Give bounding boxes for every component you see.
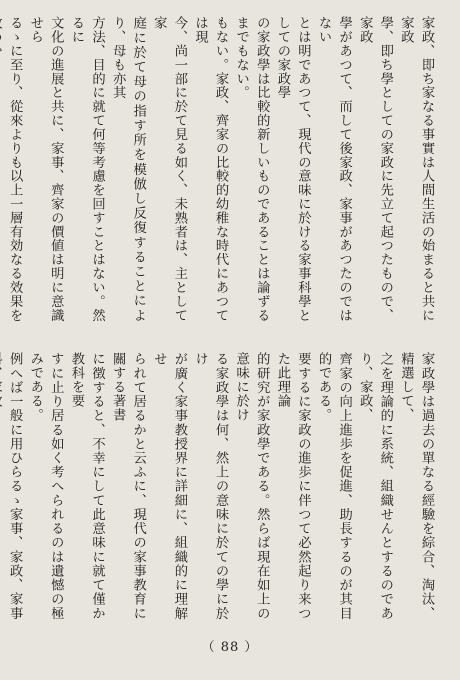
text-column: の家政學は比較的新しいものであることは論ずるまでもない。 — [233, 16, 270, 322]
text-column: 文化の進展と共に、家事、齊家の價値は明に意識せら — [27, 16, 64, 322]
page-number: （ 88 ） — [201, 640, 259, 655]
text-column: 家政、即ち家なる事實は人間生活の始まると共に家政 — [398, 16, 434, 322]
text-column: られて居るかと云ふに、現代の家事教育に關する著書 — [110, 352, 146, 620]
text-column: 例へば一般に用ひらるゝ家事、家政、家事 — [7, 352, 23, 620]
text-column: るゝに至り、從來よりも以上一層有効なる效果を — [7, 16, 23, 322]
text-column: が廣く家事教授界に詳細に、組織的に理解せ — [151, 352, 187, 620]
text-column: 方法、目的に就て何等考慮を回すことはない。然るに — [68, 16, 105, 322]
text-column: とは明であつて、現代の意味に於ける家事科學としての家政學 — [274, 16, 311, 322]
text-column: 的研究が家政學である。然らば現在如上の意味に於け — [233, 352, 270, 620]
text-column: 學があつて、而して後家政、家事があつたのではない — [316, 16, 352, 322]
text-column: もない。家政、齊家の比較的幼稚な時代にあつては現 — [192, 16, 229, 322]
text-column: 家政學は過去の單なる經驗を綜合、淘汰、精選して、 — [398, 352, 434, 620]
text-block-lower — [7, 352, 436, 620]
text-column: 庭に於て母の指す所を模倣し反復することにより、母も亦其 — [110, 16, 146, 322]
text-column: 要するに家政の進歩に伴つて必然起り来つた此理論 — [274, 352, 311, 620]
text-column: 齊家の向上進歩を促進、助長するのが其目的である。 — [316, 352, 352, 620]
text-column: 學、即ち學としての家政に先立て起つたもので、家政 — [357, 16, 393, 322]
text-block-upper — [7, 16, 436, 322]
text-column: 今、尚一部に於て見る如く、未熟者は、主として家 — [151, 16, 187, 322]
text-column: に徴すると、不幸にして此意味に就て僅か教科を要 — [68, 352, 105, 620]
text-column: 之を理論的に系統、組織せんとするのであり、家政、 — [357, 352, 393, 620]
text-column: すに止り居る如く考へられるのは遺憾の極みである。 — [27, 352, 64, 620]
text-column: る家政學は何、然上の意味に於ての學に於け — [192, 352, 229, 620]
